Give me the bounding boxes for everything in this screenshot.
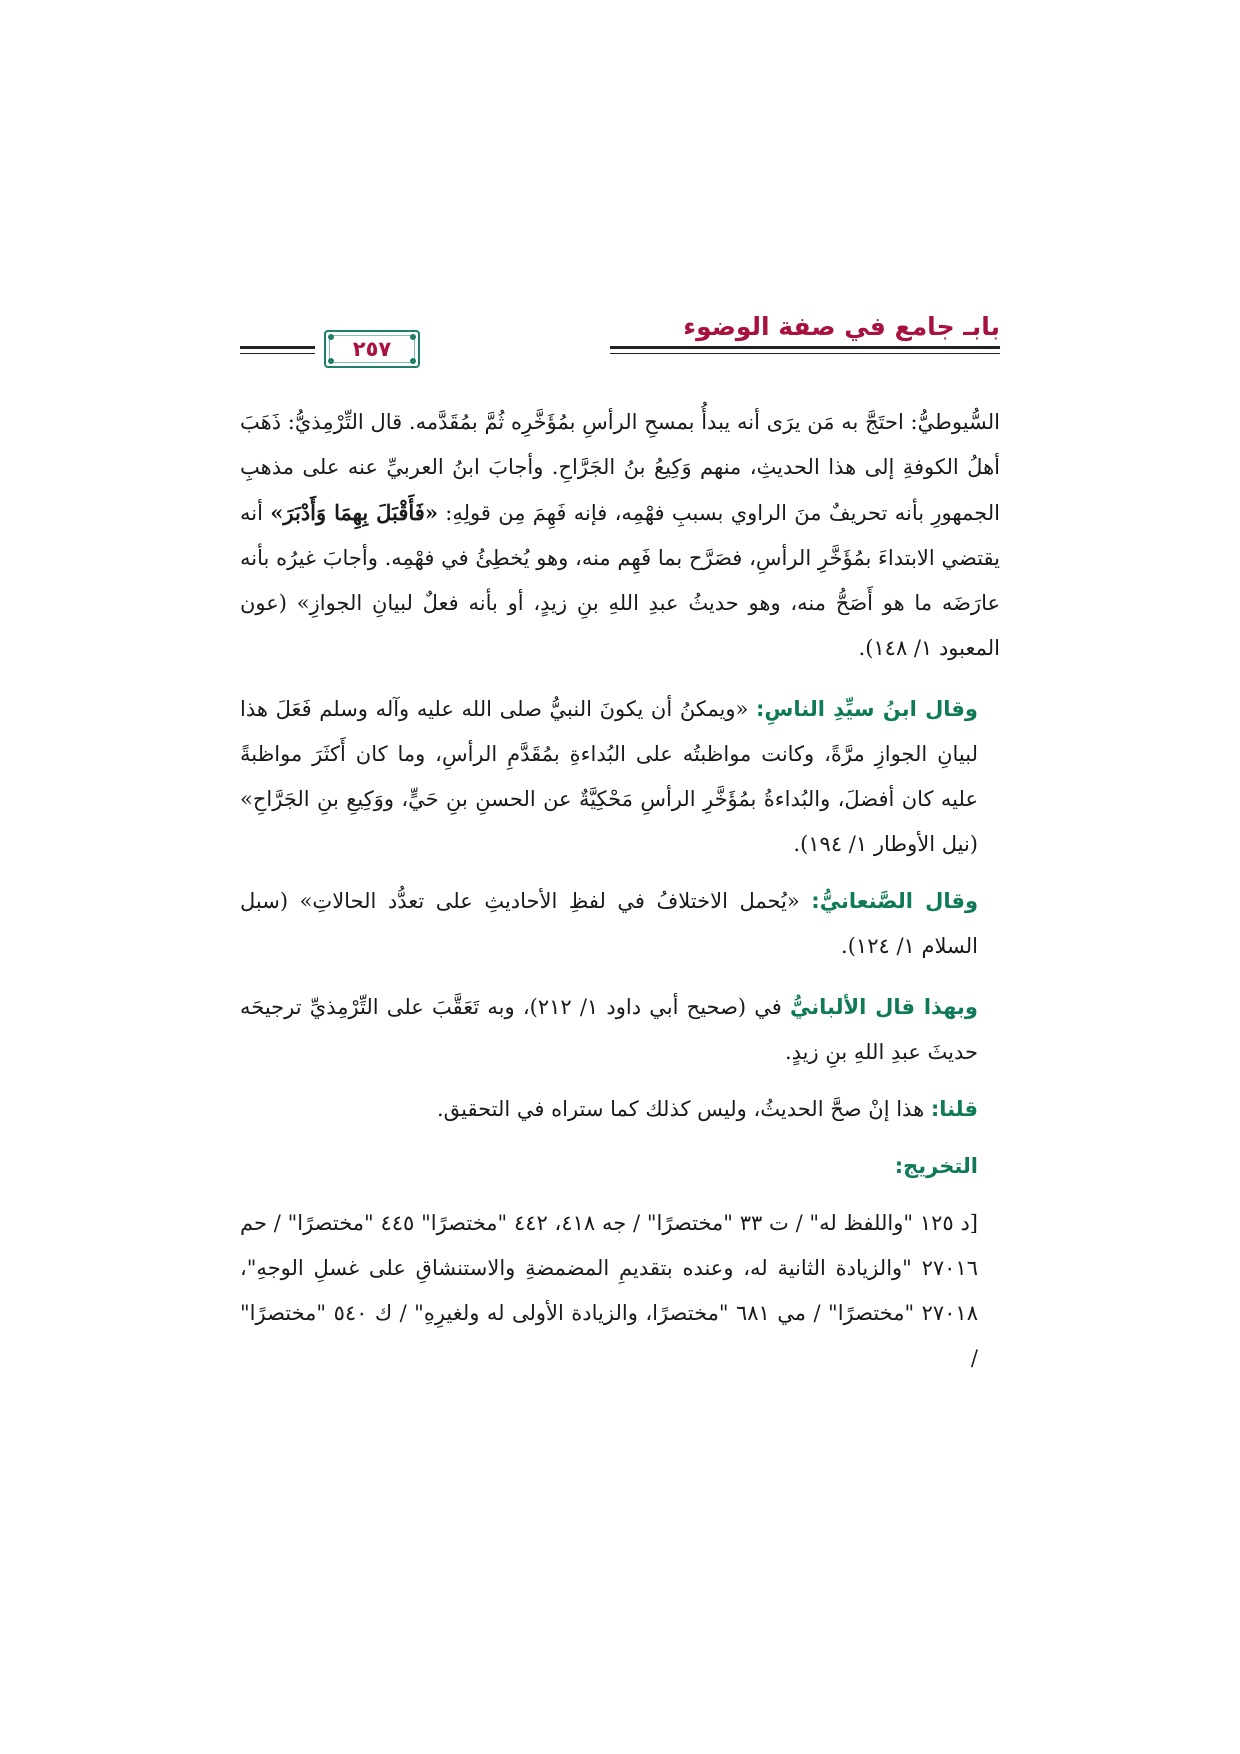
hadith-quote: «فَأَقْبَلَ بِهِمَا وَأَدْبَرَ» xyxy=(270,500,438,525)
paragraph-text: «يُحمل الاختلافُ في لفظِ الأحاديثِ على تعدُّد الحالاتِ» (سبل السلام ١/ ١٢٤). xyxy=(240,889,978,958)
paragraph-sanani xyxy=(240,879,1000,969)
speaker-label: وقال ابنُ سيِّدِ الناسِ: xyxy=(756,697,978,721)
header-rule-right xyxy=(610,346,1000,349)
ornament-corner-icon xyxy=(328,358,334,364)
paragraph-text: أنه يقتضي الابتداءَ بمُؤَخَّرِ الرأسِ، فصَرَّح بما فَهِم منه، وهو يُخطِئُ في فهْمِه. وأجابَ غيرُه بأنه عارَضَه ما هو أَصَحُّ منه، وهو حديثُ عبدِ اللهِ بنِ زيدٍ، أو بأنه فعلٌ لبيانِ الجوازِ» (عون المعبود ١/ ١٤٨). xyxy=(240,501,1000,660)
paragraph-qulna xyxy=(240,1087,1000,1132)
paragraph-ibn-sayyid-al-nas xyxy=(240,687,1000,867)
page-header xyxy=(240,312,1000,368)
paragraph-text: «ويمكنُ أن يكونَ النبيُّ صلى الله عليه وآله وسلم فَعَلَ هذا لبيانِ الجوازِ مرَّةً، وكانت مواظبتُه على البُداءةِ بمُقَدَّمِ الرأسِ، وما كان أَكثَرَ مواظبةً عليه كان أفضلَ، والبُداءةُ بمُؤَخَّرِ الرأسِ مَحْكِيَّةٌ عن الحسنِ بنِ حَيٍّ، ووَكِيعِ بنِ الجَرَّاحِ» (نيل الأوطار ١/ ١٩٤). xyxy=(240,697,978,856)
speaker-label: وقال الصَّنعانيُّ: xyxy=(811,889,979,913)
chapter-title: بابـ جامع في صفة الوضوء xyxy=(683,312,1000,341)
paragraph-text: السُّيوطيُّ: احتَجَّ به مَن يرَى أنه يبدأُ بمسحِ الرأسِ بمُؤَخَّرِه ثُمَّ بمُقَدَّمه. قال التِّرْمِذيُّ: ذَهَبَ أهلُ الكوفةِ إلى هذا الحديثِ، منهم وَكِيعُ بنُ الجَرَّاحِ. وأجابَ ابنُ العربيِّ عنه على مذهبِ الجمهورِ بأنه تحريفٌ منَ الراوي بسببِ فهْمِه، فإنه فَهِمَ مِن قولِهِ: xyxy=(240,410,1000,525)
paragraph-suyuti xyxy=(240,400,1000,671)
header-rule-left xyxy=(240,346,315,349)
section-takhrij xyxy=(240,1144,1000,1189)
section-heading: التخريج: xyxy=(894,1154,978,1178)
paragraph-text: هذا إنْ صحَّ الحديثُ، وليس كذلك كما ستراه في التحقيق. xyxy=(436,1097,931,1121)
ornament-corner-icon xyxy=(410,358,416,364)
page-number-badge xyxy=(324,330,420,368)
paragraph-text: في (صحيح أبي داود ١/ ٢١٢)، وبه تَعَقَّبَ على التِّرْمِذيِّ ترجيحَه حديثَ عبدِ اللهِ بنِ زيدٍ. xyxy=(240,995,978,1064)
paragraph-text: [د ١٢٥ "واللفظ له" / ت ٣٣ "مختصرًا" / جه ٤١٨، ٤٤٢ "مختصرًا" ٤٤٥ "مختصرًا" / حم ٢٧٠١٦ "والزيادة الثانية له، وعنده بتقديمِ المضمضةِ والاستنشاقِ على غسلِ الوجهِ"، ٢٧٠١٨ "مختصرًا" / مي ٦٨١ "مختصرًا، والزيادة الأولى له ولغيرِهِ" / ك ٥٤٠ "مختصرًا" / xyxy=(240,1211,978,1370)
page-body xyxy=(240,400,1000,1381)
ornament-corner-icon xyxy=(328,334,334,340)
ornament-corner-icon xyxy=(410,334,416,340)
page-number: ٢٥٧ xyxy=(352,337,392,361)
speaker-label: قلنا: xyxy=(930,1097,978,1121)
paragraph-albani xyxy=(240,985,1000,1075)
speaker-label: وبهذا قال الألبانيُّ xyxy=(790,995,978,1019)
paragraph-takhrij xyxy=(240,1201,1000,1381)
